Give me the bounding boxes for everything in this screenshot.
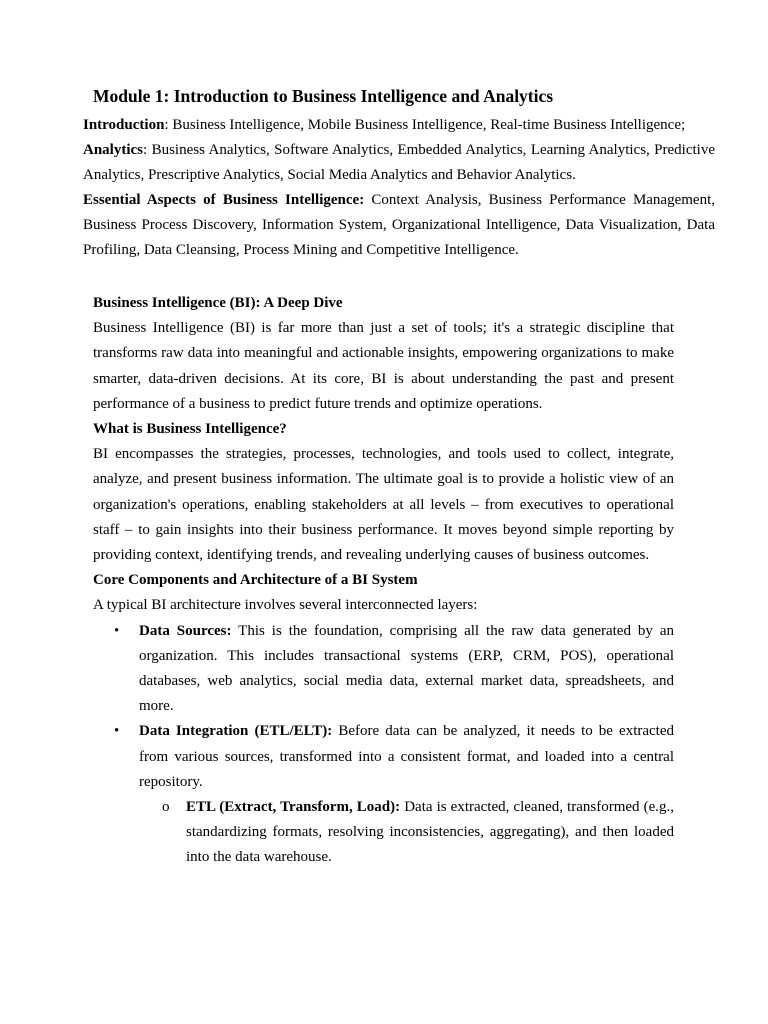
analytics-label: Analytics (83, 142, 143, 158)
module-overview (83, 113, 715, 263)
essentials-paragraph (83, 188, 715, 263)
bullet-list (93, 619, 674, 871)
sub-bullet-icon: o (162, 799, 170, 816)
introduction-label: Introduction (83, 117, 165, 133)
core-components-intro: A typical BI architecture involves several interconnected layers: (93, 597, 478, 614)
bullet-icon: • (114, 622, 120, 639)
bullet-icon: • (114, 723, 120, 740)
module-title: Module 1: Introduction to Business Intelligence and Analytics (93, 86, 554, 106)
introduction-paragraph (83, 113, 715, 138)
sub-bullet-label: ETL (Extract, Transform, Load): (186, 799, 401, 816)
deep-dive-paragraph: Business Intelligence (BI) is far more than just a set of tools; it's a strategic discipline that transforms raw data into meaningful and actionable insights, empowering organizations to make smarter, data-driven decisions. At its core, BI is about understanding the past and present performance of a business to predict future trends and optimize operations. (93, 320, 674, 412)
bullet-label: Data Integration (ETL/ELT): (139, 723, 333, 740)
list-item (93, 619, 674, 720)
bullet-text: This is the foundation, comprising all the raw data generated by an organization. This includes transactional systems (ERP, CRM, POS), operational databases, web analytics, social media data, external market data, spreadsheets, and more. (139, 622, 675, 715)
what-is-bi-paragraph: BI encompasses the strategies, processes, technologies, and tools used to collect, integrate, analyze, and present business information. The ultimate goal is to provide a holistic view of an organization's operations, enabling stakeholders at all levels – from executives to operational staff – to gain insights into their business performance. It moves beyond simple reporting by providing context, identifying trends, and revealing underlying causes of business outcomes. (93, 446, 674, 564)
analytics-paragraph (83, 138, 715, 188)
list-item (93, 719, 674, 795)
core-components-heading: Core Components and Architecture of a BI System (93, 572, 418, 589)
introduction-text: : Business Intelligence, Mobile Business Intelligence, Real-time Business Intelligence; (164, 117, 686, 133)
sub-list-item (93, 795, 674, 871)
bullet-label: Data Sources: (139, 622, 232, 639)
analytics-text: : Business Analytics, Software Analytics, Embedded Analytics, Learning Analytics, Predictive Analytics, Prescriptive Analytics, Social Media Analytics and Behavior Analytics. (83, 142, 715, 183)
essentials-label: Essential Aspects of Business Intelligence: (83, 192, 365, 208)
deep-dive-section (93, 291, 674, 871)
deep-dive-heading: Business Intelligence (BI): A Deep Dive (93, 295, 343, 311)
bullet-text: Before data can be analyzed, it needs to be extracted from various sources, transformed into a consistent format, and loaded into a central repository. (139, 723, 674, 790)
sub-bullet-text: Data is extracted, cleaned, transformed (e.g., standardizing formats, resolving inconsistencies, aggregating), and then loaded into the data warehouse. (186, 799, 674, 866)
what-is-bi-heading: What is Business Intelligence? (93, 421, 287, 438)
essentials-text: Context Analysis, Business Performance Management, Business Process Discovery, Information System, Organizational Intelligence, Data Visualization, Data Profiling, Data Cleansing, Process Mining and Competitive Intelligence. (83, 192, 715, 258)
